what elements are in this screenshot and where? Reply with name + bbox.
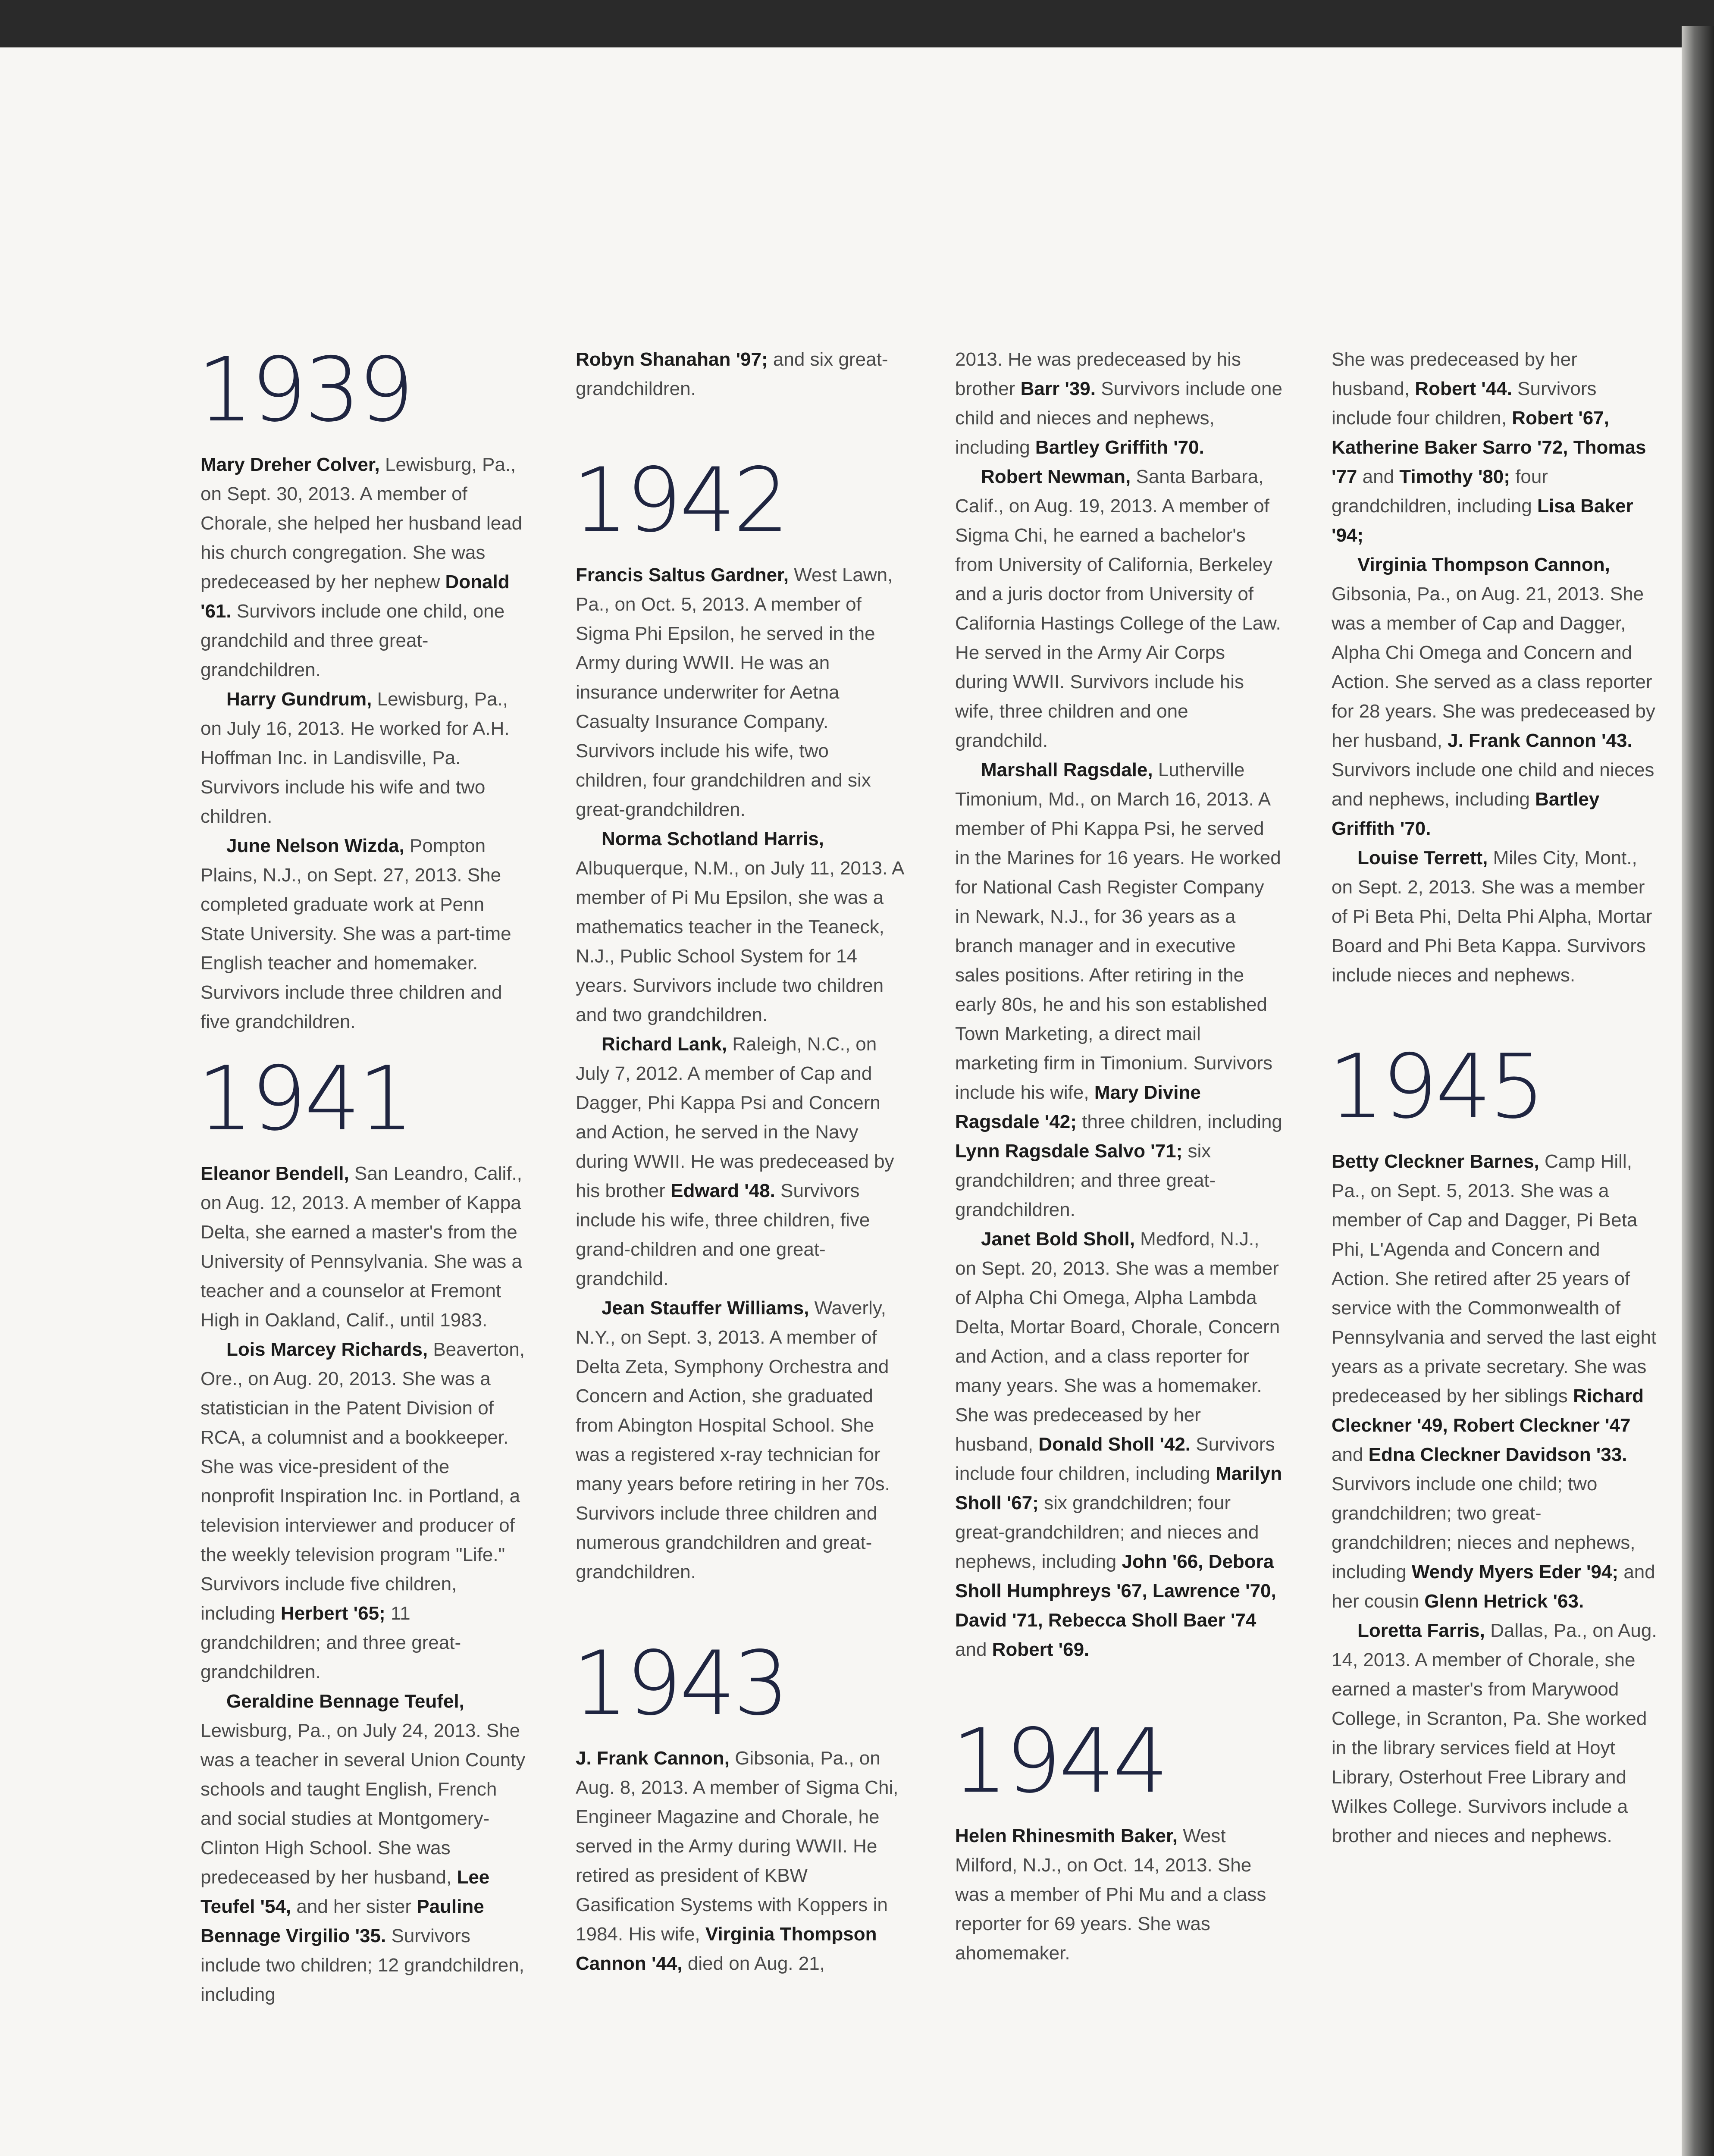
person-name: Eleanor Bendell, [201, 1163, 349, 1184]
obituary-text: Waverly, N.Y., on Sept. 3, 2013. A member of Delta Zeta, Symphony Orchestra and Concern and Action, she graduated from Abington Hospital School. She was a registered x-ray technician for many years before retiring in her 70s. Survivors include three children and numerous grandchildren and great-grandchildren. [576, 1297, 890, 1583]
person-name: Norma Schotland Harris, [602, 828, 824, 849]
obituary-text: four grandchildren, including [1332, 466, 1548, 517]
person-name: Barr '39. [1020, 378, 1096, 399]
obituary-text: She was predeceased by her husband, [1332, 349, 1577, 399]
person-name: Wendy Myers Eder '94; [1411, 1561, 1619, 1583]
obituary-text: Survivors include one child, one grandchild and three great-grandchildren. [201, 601, 505, 680]
person-name: Jean Stauffer Williams, [602, 1297, 809, 1319]
obituary-entry [1332, 345, 1659, 550]
obituary-text: West Lawn, Pa., on Oct. 5, 2013. A member of Sigma Phi Epsilon, he served in the Army during WWII. He was an insurance underwriter for Aetna Casualty Insurance Company. Survivors include his wife, two children, four grandchildren and six great-grandchildren. [576, 564, 893, 820]
obituary-text: three children, including [1082, 1111, 1282, 1132]
person-name: Francis Saltus Gardner, [576, 564, 789, 586]
class-year-heading: 1944 [952, 1710, 1166, 1813]
column-4 [1328, 345, 1659, 1851]
person-name: Janet Bold Sholl, [981, 1228, 1135, 1250]
person-name: Robyn Shanahan '97; [576, 349, 768, 370]
column-3 [952, 345, 1283, 1968]
person-name: Mary Dreher Colver, [201, 454, 380, 475]
obituary-text: Survivors include two children; 12 grandchildren, including [201, 1925, 524, 2005]
obituary-text: Dallas, Pa., on Aug. 14, 2013. A member of Chorale, she earned a master's from Marywood College, in Scranton, Pa. She worked in the library services field at Hoyt Library, Osterhout Free Library and Wilkes College. Survivors include a brother and nieces and nephews. [1332, 1620, 1657, 1846]
class-year-heading: 1945 [1328, 1036, 1543, 1138]
obituary-entry [955, 1225, 1283, 1664]
person-name: Marilyn Sholl '67; [955, 1463, 1282, 1514]
person-name: John '66, Debora Sholl Humphreys '67, Lawrence '70, David '71, Rebecca Sholl Baer '74 [955, 1551, 1276, 1631]
person-name: Mary Divine Ragsdale '42; [955, 1082, 1201, 1132]
obituary-entry [955, 755, 1283, 1225]
person-name: Edna Cleckner Davidson '33. [1368, 1444, 1627, 1465]
column-2 [572, 345, 903, 1978]
person-name: Edward '48. [671, 1180, 775, 1201]
obituary-text: and her sister [296, 1896, 411, 1917]
obituary-text: Survivors include four children, including [955, 1434, 1275, 1484]
obituary-text: Raleigh, N.C., on July 7, 2012. A member of Cap and Dagger, Phi Kappa Psi and Concern and Action, he served in the Navy during WWII. He was predeceased by his brother [576, 1034, 894, 1201]
person-name: Lisa Baker '94; [1332, 495, 1633, 546]
obituary-text: Lewisburg, Pa., on July 24, 2013. She was a teacher in several Union County schools and taught English, French and social studies at Montgomery-Clinton High School. She was predeceased by her husband, [201, 1720, 526, 1888]
person-name: Pauline Bennage Virgilio '35. [201, 1896, 484, 1946]
class-year-heading: 1941 [197, 1048, 412, 1150]
obituary-entry [1332, 1616, 1659, 1851]
obituary-text: Survivors include his wife, three children, five grand-children and one great-grandchild. [576, 1180, 870, 1289]
obituary-text: Medford, N.J., on Sept. 20, 2013. She was a member of Alpha Chi Omega, Alpha Lambda Delta, Mortar Board, Chorale, Concern and Action, and a class reporter for many years. She was a homemaker. She was predeceased by her husband, [955, 1228, 1280, 1455]
person-name: Robert '67, Katherine Baker Sarro '72, Thomas '77 [1332, 407, 1646, 487]
obituary-text: and her cousin [1332, 1561, 1655, 1612]
page-edge-shadow [1682, 26, 1714, 2156]
obituary-text: Pompton Plains, N.J., on Sept. 27, 2013. She completed graduate work at Penn State University. She was a part-time English teacher and homemaker. Survivors include three children and five grandchildren. [201, 835, 511, 1032]
obituary-entry [576, 824, 903, 1030]
class-year-heading: 1942 [572, 449, 787, 552]
person-name: Timothy '80; [1399, 466, 1510, 487]
person-name: Donald Sholl '42. [1038, 1434, 1191, 1455]
obituary-entry [955, 345, 1283, 462]
obituary-text: Gibsonia, Pa., on Aug. 8, 2013. A member of Sigma Chi, Engineer Magazine and Chorale, he served in the Army during WWII. He retired as president of KBW Gasification Systems with Koppers in 1984. His wife, [576, 1748, 899, 1945]
obituary-entry [201, 685, 528, 831]
obituary-entry [201, 1687, 528, 2009]
person-name: Betty Cleckner Barnes, [1332, 1151, 1539, 1172]
obituary-text: 11 grandchildren; and three great-grandchildren. [201, 1603, 461, 1683]
obituary-entry [576, 1030, 903, 1294]
obituary-text: West Milford, N.J., on Oct. 14, 2013. She was a member of Phi Mu and a class reporter for 69 years. She was ahomemaker. [955, 1825, 1266, 1964]
class-year-heading: 1943 [572, 1633, 787, 1735]
person-name: Marshall Ragsdale, [981, 759, 1153, 780]
obituary-text: Santa Barbara, Calif., on Aug. 19, 2013. A member of Sigma Chi, he earned a bachelor's from University of California, Berkeley and a juris doctor from University of California Hastings College of the Law. He served in the Army Air Corps during WWII. Survivors include his wife, three children and one grandchild. [955, 466, 1281, 751]
obituary-text: and six great-grandchildren. [576, 349, 888, 399]
obituary-text: Camp Hill, Pa., on Sept. 5, 2013. She was a member of Cap and Dagger, Pi Beta Phi, L'Agenda and Concern and Action. She retired after 25 years of service with the Commonwealth of Pennsylvania and served the last eight years as a private secretary. She was predeceased by her siblings [1332, 1151, 1657, 1407]
obituary-text: and [955, 1639, 987, 1660]
obituary-entry [201, 1159, 528, 1335]
obituary-text: Albuquerque, N.M., on July 11, 2013. A member of Pi Mu Epsilon, she was a mathematics teacher in the Teaneck, N.J., Public School System for 14 years. Survivors include two children and two grandchildren. [576, 858, 903, 1025]
obituary-entry [955, 462, 1283, 755]
person-name: Lynn Ragsdale Salvo '71; [955, 1141, 1183, 1162]
obituary-entry [576, 1294, 903, 1587]
person-name: Robert Newman, [981, 466, 1131, 487]
obituary-entry [1332, 843, 1659, 990]
obituary-entry [201, 1335, 528, 1687]
obituary-entry [576, 561, 903, 824]
obituary-text: died on Aug. 21, [687, 1953, 825, 1974]
person-name: J. Frank Cannon, [576, 1748, 730, 1769]
person-name: Harry Gundrum, [226, 689, 372, 710]
obituary-entry [576, 345, 903, 404]
obituary-text: Lewisburg, Pa., on July 16, 2013. He worked for A.H. Hoffman Inc. in Landisville, Pa. Survivors include his wife and two children. [201, 689, 510, 827]
obituary-text: Survivors include one child and nieces and nephews, including [1332, 759, 1654, 810]
person-name: Loretta Farris, [1357, 1620, 1485, 1641]
obituary-entry [955, 1821, 1283, 1968]
person-name: Lee Teufel '54, [201, 1867, 490, 1917]
person-name: June Nelson Wizda, [226, 835, 404, 856]
obituary-text: Lutherville Timonium, Md., on March 16, 2013. A member of Phi Kappa Psi, he served in the Marines for 16 years. He worked for National Cash Register Company in Newark, N.J., for 36 years as a branch manager and in executive sales positions. After retiring in the early 80s, he and his son established Town Marketing, a direct mail marketing firm in Timonium. Survivors include his wife, [955, 759, 1281, 1103]
obituary-text: San Leandro, Calif., on Aug. 12, 2013. A member of Kappa Delta, she earned a master's from the University of Pennsylvania. She was a teacher and a counselor at Fremont High in Oakland, Calif., until 1983. [201, 1163, 522, 1331]
person-name: Glenn Hetrick '63. [1424, 1591, 1584, 1612]
obituary-text: 2013. He was predeceased by his brother [955, 349, 1241, 399]
obituary-entry [201, 450, 528, 685]
obituary-entry [1332, 1147, 1659, 1616]
person-name: Lois Marcey Richards, [226, 1339, 428, 1360]
person-name: Richard Cleckner '49, Robert Cleckner '47 [1332, 1385, 1644, 1436]
person-name: Geraldine Bennage Teufel, [226, 1691, 464, 1712]
obituary-text: Survivors include one child and nieces and nephews, including [955, 378, 1282, 458]
person-name: Herbert '65; [280, 1603, 385, 1624]
obituary-text: Lewisburg, Pa., on Sept. 30, 2013. A member of Chorale, she helped her husband lead his church congregation. She was predeceased by her nephew [201, 454, 523, 592]
obituary-text: Gibsonia, Pa., on Aug. 21, 2013. She was a member of Cap and Dagger, Alpha Chi Omega and Concern and Action. She served as a class reporter for 28 years. She was predeceased by her husband, [1332, 583, 1655, 751]
class-year-heading: 1939 [197, 339, 412, 442]
obituary-entry [201, 831, 528, 1037]
obituary-text: Beaverton, Ore., on Aug. 20, 2013. She was a statistician in the Patent Division of RCA, a columnist and a bookkeeper. She was vice-president of the nonprofit Inspiration Inc. in Portland, a television interviewer and producer of the weekly television program "Life." Survivors include five children, including [201, 1339, 525, 1624]
column-1 [197, 339, 528, 2009]
obituary-text: six grandchildren; four great-grandchildren; and nieces and nephews, including [955, 1492, 1259, 1572]
person-name: Helen Rhinesmith Baker, [955, 1825, 1178, 1846]
person-name: Robert '44. [1415, 378, 1512, 399]
obituary-text: Survivors include four children, [1332, 378, 1597, 429]
obituary-entry [1332, 550, 1659, 843]
person-name: Bartley Griffith '70. [1035, 437, 1204, 458]
person-name: Donald '61. [201, 571, 510, 622]
obituary-text: Survivors include one child; two grandchildren; two great-grandchildren; nieces and nephews, including [1332, 1473, 1636, 1583]
obituary-text: six grandchildren; and three great-grandchildren. [955, 1141, 1216, 1220]
person-name: Virginia Thompson Cannon '44, [576, 1924, 877, 1974]
person-name: J. Frank Cannon '43. [1448, 730, 1633, 751]
person-name: Bartley Griffith '70. [1332, 789, 1600, 839]
person-name: Robert '69. [992, 1639, 1090, 1660]
person-name: Louise Terrett, [1357, 847, 1488, 868]
obituary-text: Miles City, Mont., on Sept. 2, 2013. She was a member of Pi Beta Phi, Delta Phi Alpha, Mortar Board and Phi Beta Kappa. Survivors include nieces and nephews. [1332, 847, 1652, 986]
obituary-entry [576, 1744, 903, 1978]
obituary-text: and [1362, 466, 1394, 487]
person-name: Virginia Thompson Cannon, [1357, 554, 1610, 575]
person-name: Richard Lank, [602, 1034, 727, 1055]
obituary-text: and [1332, 1444, 1363, 1465]
